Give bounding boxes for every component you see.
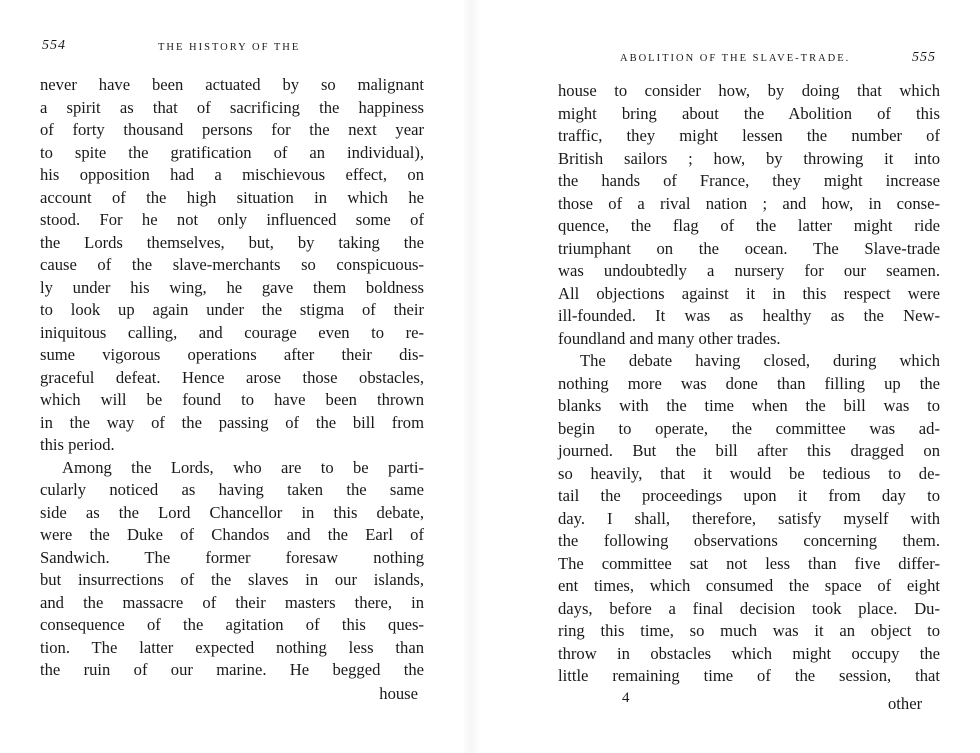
text-line: but insurrections of the slaves in our islands,: [40, 570, 424, 589]
text-line: days, before a final decision took place. Du-: [558, 598, 940, 618]
text-line: ring this time, so much was it an object to: [558, 621, 940, 640]
right-catchword: other: [888, 694, 923, 713]
text-line: the following observations concerning them.: [558, 531, 940, 550]
text-line: ent times, which consumed the space of eight: [558, 576, 940, 595]
text-line: was undoubtedly a nursery for our seamen.: [558, 261, 940, 280]
left-catchword: house: [379, 684, 418, 703]
text-line: in the way of the passing of the bill from: [40, 412, 424, 432]
text-line: those of a rival nation ; and how, in conse-: [558, 193, 940, 213]
text-line: traffic, they might lessen the number of: [558, 126, 940, 145]
text-line: stood. For he not only influenced some of: [40, 210, 424, 229]
text-line: Among the Lords, who are to be parti-: [62, 457, 424, 477]
left-page: [0, 0, 470, 753]
text-line: tion. The latter expected nothing less than: [40, 637, 424, 657]
signature-mark: 4: [622, 690, 630, 706]
text-line: ly under his wing, he gave them boldness: [40, 277, 424, 297]
text-line: foundland and many other trades.: [558, 328, 781, 348]
text-line: the ruin of our marine. He begged the: [40, 660, 424, 679]
text-line: little remaining time of the session, that: [558, 666, 940, 685]
text-line: Sandwich. The former foresaw nothing: [40, 547, 424, 567]
right-page-number: 555: [912, 50, 936, 65]
text-line: throw in obstacles which might occupy the: [558, 643, 940, 663]
text-line: The debate having closed, during which: [580, 351, 940, 370]
text-line: cause of the slave-merchants so conspicuous-: [40, 255, 424, 274]
text-line: The committee sat not less than five differ-: [558, 553, 940, 573]
left-running-head: THE HISTORY OF THE: [158, 42, 301, 53]
text-line: account of the high situation in which he: [40, 187, 424, 207]
text-line: cularly noticed as having taken the same: [40, 480, 424, 499]
right-running-head: ABOLITION OF THE SLAVE-TRADE.: [620, 53, 851, 64]
text-line: iniquitous calling, and courage even to re-: [40, 322, 424, 342]
text-line: house to consider how, by doing that which: [558, 81, 940, 100]
text-line: were the Duke of Chandos and the Earl of: [40, 525, 424, 544]
text-line: to spite the gratification of an individual),: [40, 142, 424, 162]
text-line: All objections against it in this respect were: [558, 283, 940, 303]
text-line: consequence of the agitation of this ques-: [40, 615, 424, 634]
text-line: so heavily, that it would be tedious to de-: [558, 463, 940, 483]
text-line: the Lords themselves, but, by taking the: [40, 232, 424, 252]
text-line: which will be found to have been thrown: [40, 390, 424, 409]
text-line: nothing more was done than filling up the: [558, 373, 940, 393]
text-line: British sailors ; how, by throwing it into: [558, 148, 940, 168]
text-line: ill-founded. It was as healthy as the New-: [558, 306, 940, 325]
text-line: journed. But the bill after this dragged on: [558, 441, 940, 460]
left-page-number: 554: [42, 38, 66, 53]
text-line: his opposition had a mischievous effect, on: [40, 165, 424, 184]
text-line: tail the proceedings upon it from day to: [558, 486, 940, 505]
text-line: of forty thousand persons for the next year: [40, 120, 424, 139]
text-line: side as the Lord Chancellor in this debate,: [40, 502, 424, 522]
text-line: day. I shall, therefore, satisfy myself with: [558, 508, 940, 528]
text-line: never have been actuated by so malignant: [40, 75, 424, 94]
right-page: [470, 0, 980, 753]
left-text-block: [40, 74, 424, 682]
text-line: the hands of France, they might increase: [558, 171, 940, 190]
right-text-block: [558, 80, 940, 688]
text-line: sume vigorous operations after their dis-: [40, 345, 424, 364]
text-line: to look up again under the stigma of their: [40, 300, 424, 319]
text-line: triumphant on the ocean. The Slave-trade: [558, 238, 940, 258]
text-line: graceful defeat. Hence arose those obstacles,: [40, 367, 424, 387]
text-line: and the massacre of their masters there, in: [40, 592, 424, 612]
text-line: might bring about the Abolition of this: [558, 103, 940, 123]
text-line: a spirit as that of sacrificing the happiness: [40, 97, 424, 117]
text-line: this period.: [40, 435, 115, 454]
text-line: quence, the flag of the latter might ride: [558, 216, 940, 235]
text-line: blanks with the time when the bill was to: [558, 396, 940, 415]
text-line: begin to operate, the committee was ad-: [558, 418, 940, 438]
